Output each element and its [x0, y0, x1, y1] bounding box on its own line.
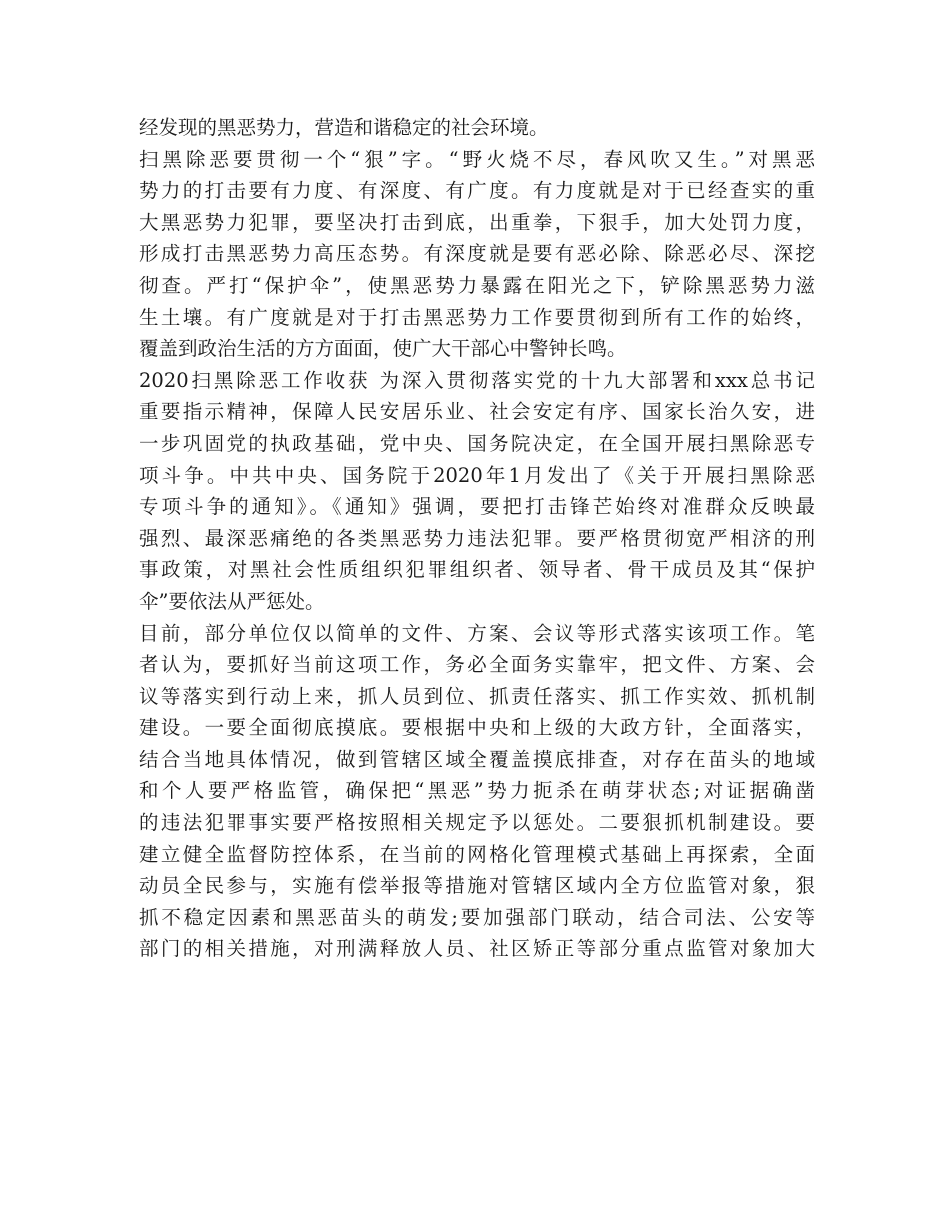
- text-line: 一步巩固党的执政基础，党中央、国务院决定，在全国开展扫黑除恶专: [139, 431, 815, 455]
- text-line: 和个人要严格监管，确保把“黑恶”势力扼杀在萌芽状态;对证据确凿: [139, 779, 815, 803]
- text-line: 建立健全监督防控体系，在当前的网格化管理模式基础上再探索，全面: [139, 842, 815, 866]
- text-line: 动员全民参与，实施有偿举报等措施对管辖区域内全方位监管对象，狠: [139, 874, 815, 898]
- text-line: 议等落实到行动上来，抓人员到位、抓责任落实、抓工作实效、抓机制: [139, 684, 815, 708]
- text-line: 项斗争。中共中央、国务院于2020年1月发出了《关于开展扫黑除恶: [139, 463, 815, 487]
- text-line: 专项斗争的通知》。《通知》强调，要把打击锋芒始终对准群众反映最: [139, 495, 815, 519]
- text-line: 目前，部分单位仅以简单的文件、方案、会议等形式落实该项工作。笔: [139, 621, 815, 645]
- text-line: 扫黑除恶要贯彻一个“狠”字。“野火烧不尽，春风吹又生。”对黑恶: [139, 147, 815, 171]
- text-line: 强烈、最深恶痛绝的各类黑恶势力违法犯罪。要严格贯彻宽严相济的刑: [139, 526, 815, 550]
- text-line: 结合当地具体情况，做到管辖区域全覆盖摸底排查，对存在苗头的地域: [139, 747, 815, 771]
- text-line: 抓不稳定因素和黑恶苗头的萌发;要加强部门联动，结合司法、公安等: [139, 905, 815, 929]
- text-line: 建设。一要全面彻底摸底。要根据中央和上级的大政方针，全面落实，: [139, 716, 815, 740]
- text-line: 部门的相关措施，对刑满释放人员、社区矫正等部分重点监管对象加大: [139, 937, 815, 961]
- text-line: 大黑恶势力犯罪，要坚决打击到底，出重拳，下狠手，加大处罚力度，: [139, 210, 815, 234]
- text-line: 事政策，对黑社会性质组织犯罪组织者、领导者、骨干成员及其“保护: [139, 558, 815, 582]
- paragraph: [139, 112, 815, 144]
- text-line: 伞”要依法从严惩处。: [139, 589, 325, 613]
- paragraph: [139, 144, 815, 365]
- text-line: 2020扫黑除恶工作收获 为深入贯彻落实党的十九大部署和xxx总书记: [139, 368, 815, 392]
- text-line: 彻查。严打“保护伞”，使黑恶势力暴露在阳光之下，铲除黑恶势力滋: [139, 273, 815, 297]
- document-body: [139, 112, 815, 965]
- text-line: 者认为，要抓好当前这项工作，务必全面务实靠牢，把文件、方案、会: [139, 653, 815, 677]
- text-line: 覆盖到政治生活的方方面面，使广大干部心中警钟长鸣。: [139, 337, 627, 361]
- text-line: 生土壤。有广度就是对于打击黑恶势力工作要贯彻到所有工作的始终，: [139, 305, 815, 329]
- text-line: 的违法犯罪事实要严格按照相关规定予以惩处。二要狠抓机制建设。要: [139, 811, 815, 835]
- text-line: 重要指示精神，保障人民安居乐业、社会安定有序、国家长治久安，进: [139, 400, 815, 424]
- paragraph: [139, 365, 815, 618]
- paragraph: [139, 618, 815, 966]
- text-line: 势力的打击要有力度、有深度、有广度。有力度就是对于已经查实的重: [139, 179, 815, 203]
- text-line: 经发现的黑恶势力，营造和谐稳定的社会环境。: [139, 116, 549, 139]
- text-line: 形成打击黑恶势力高压态势。有深度就是要有恶必除、除恶必尽、深挖: [139, 242, 815, 266]
